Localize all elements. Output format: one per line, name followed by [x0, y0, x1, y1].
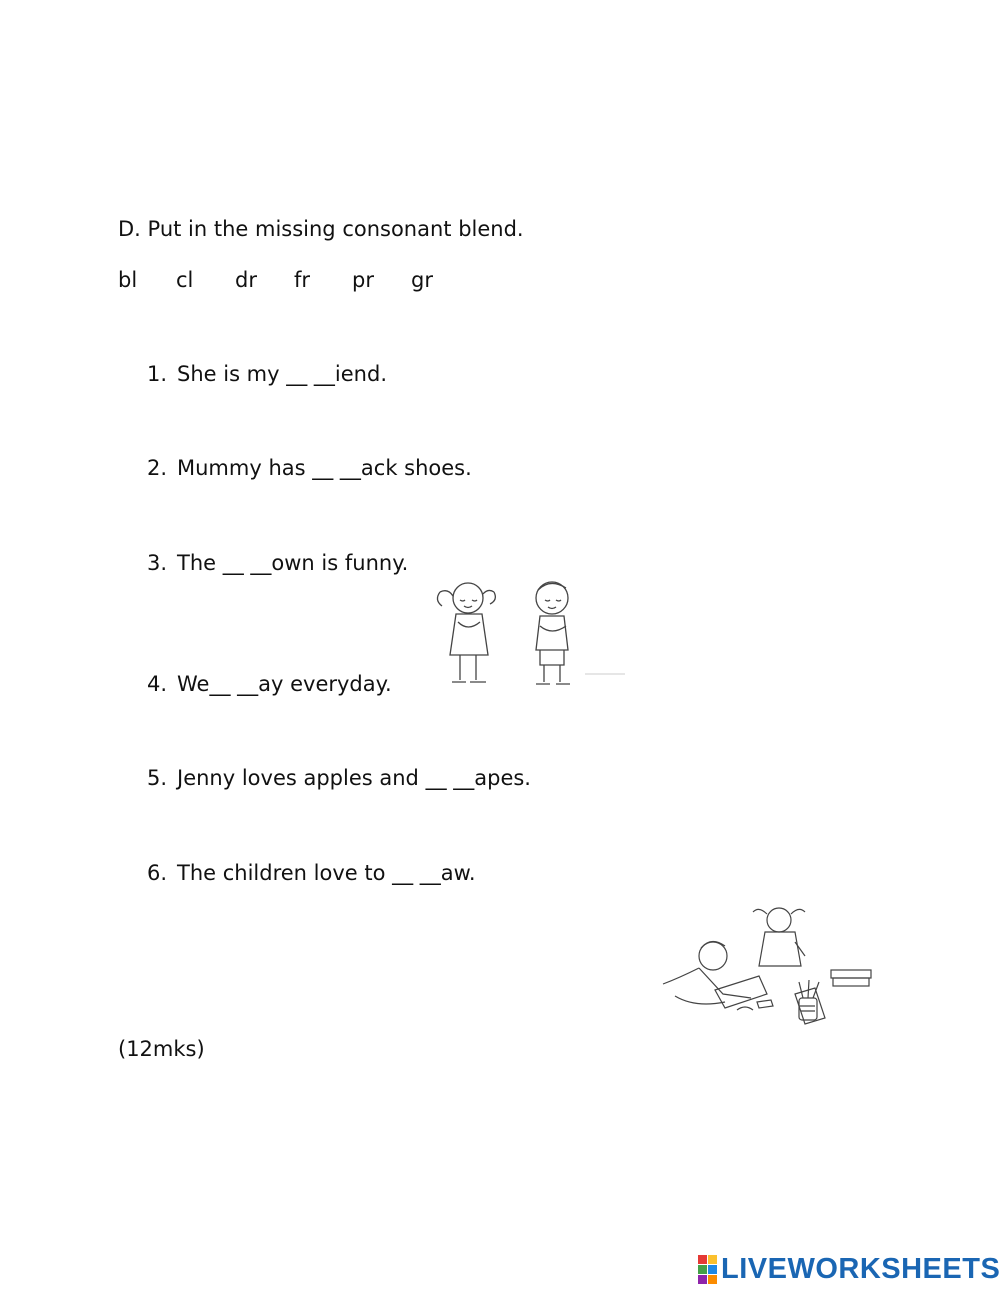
blend-option: fr [294, 268, 311, 292]
question-number: 4. [147, 672, 168, 696]
standing-child-figure [753, 908, 805, 966]
children-drawing-illustration [655, 898, 880, 1038]
question-text: Mummy has __ __ack shoes. [177, 456, 472, 480]
question-item [147, 672, 392, 696]
blend-option: cl [176, 268, 194, 292]
question-number: 5. [147, 766, 168, 790]
question-number: 2. [147, 456, 168, 480]
total-marks: (12mks) [118, 1037, 205, 1061]
blend-option: bl [118, 268, 138, 292]
question-text: The children love to __ __aw. [177, 861, 476, 885]
question-item [147, 861, 476, 885]
children-playing-illustration [420, 570, 640, 695]
liveworksheets-logo [698, 1252, 1000, 1286]
brand-name: LIVEWORKSHEETS [721, 1252, 1000, 1285]
girl-figure [437, 583, 495, 682]
question-item [147, 766, 531, 790]
question-item [147, 362, 387, 386]
blend-option: dr [235, 268, 257, 292]
question-text: Jenny loves apples and __ __apes. [177, 766, 531, 790]
boy-figure [536, 582, 570, 684]
blend-option: gr [411, 268, 433, 292]
question-item [147, 551, 408, 575]
section-instruction: D. Put in the missing consonant blend. [118, 217, 524, 241]
sitting-child-figure [663, 941, 751, 1004]
blend-option: pr [352, 268, 374, 292]
question-text: We__ __ay everyday. [177, 672, 392, 696]
question-number: 6. [147, 861, 168, 885]
question-text: The __ __own is funny. [177, 551, 409, 575]
question-text: She is my __ __iend. [177, 362, 387, 386]
question-number: 1. [147, 362, 168, 386]
question-number: 3. [147, 551, 168, 575]
question-item [147, 456, 472, 480]
logo-blocks-icon [698, 1255, 717, 1284]
